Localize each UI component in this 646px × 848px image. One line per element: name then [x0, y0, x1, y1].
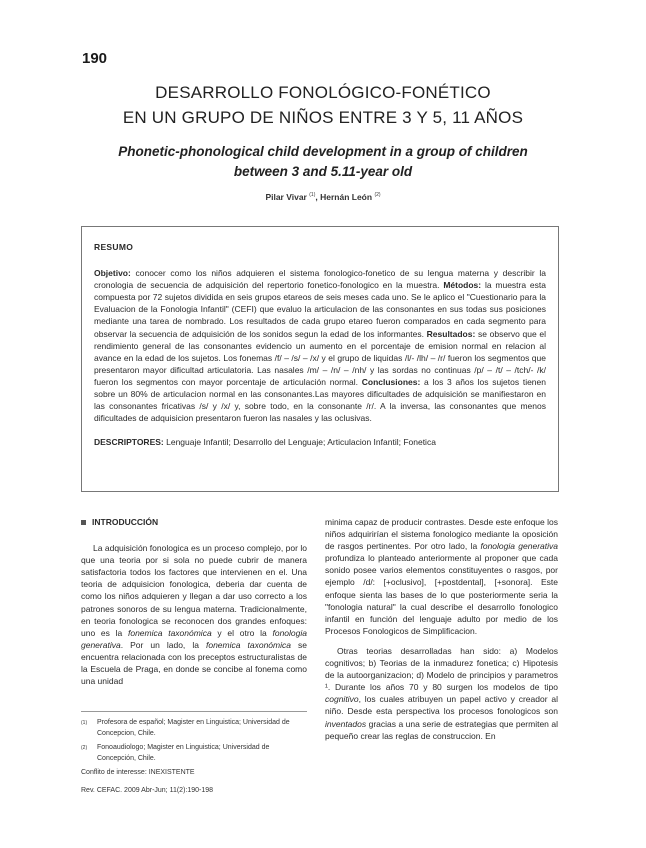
- author-2: Hernán León: [320, 192, 373, 202]
- journal-reference: Rev. CEFAC. 2009 Abr-Jun; 11(2):190-198: [81, 787, 214, 794]
- abstract-box: [81, 226, 559, 492]
- author-separator: ,: [315, 192, 321, 202]
- intro-paragraph-1: [81, 542, 307, 687]
- intro-p1-italic-1: fonemica taxonómica: [127, 627, 212, 638]
- intro-p1-text-b: y el otro la: [211, 627, 273, 638]
- subtitle-line-1: Phonetic-phonological child development in a group of children: [118, 144, 528, 159]
- footnote-mark: (1): [81, 720, 88, 726]
- article-title: [0, 80, 646, 130]
- intro-p1-italic-3: fonemica taxonómica: [205, 639, 291, 650]
- conclusiones-text: a los 3 años los sujetos tienen sobre un 80% de articulacion normal en las consonantes.Las mayores dificultades de adquisición se manifiestaron en las consonantes fricativas /s/ y /x/ y, sobre todo, en la consonante /r/. A la inversa, las consonantes que menos dificultades de adquisicion presentaron fueron las nasales y las oclusivas.: [94, 376, 546, 424]
- author-2-mark: (2): [374, 192, 381, 199]
- intro-p1-text-a: La adquisición fonologica es un proceso complejo, por lo que una teoria por si sola no puede cubrir de manera satisfactoria todos los factores que intervienen en el. Una teoria de adquisicion fonologica, deberia dar cuenta de como los niños adquieren y llegan a dar uso correcto a los patrones sonoros de su lengua materna. Tradicionalmente, en teoria fonologica se reconocen dos grandes enfoques: uno es la: [81, 543, 307, 638]
- footnote-divider: [81, 711, 307, 712]
- footnote: [81, 743, 307, 764]
- intro-p1-text-d: se encuentra relacionada con los preceptos estructuralistas de la Escuela de Praga, en donde se concibe al fonema como una unidad: [81, 639, 307, 687]
- descriptores-text: Lenguaje Infantil; Desarrollo del Lenguaje; Articulacion Infantil; Fonetica: [163, 437, 436, 448]
- page-number: 190: [82, 50, 108, 67]
- metodos-label: Métodos:: [443, 280, 482, 291]
- right-p2-italic-2: inventados: [325, 718, 367, 729]
- footnote-text: Profesora de español; Magister en Linguistica; Universidad de Concepcion, Chile.: [97, 719, 290, 737]
- right-p1-text-b: profundiza lo planteado anteriormente al proponer que cada sonido posee varios elementos constituyentes o rasgos, por ejemplo /d/: [+oclusivo], [+postdental], [+sonora]. Este enfoque sienta las bases de lo que posteriormente seria la "fonologia natural" la cual describe el desarrollo fonologico infantil en función del lenguaje adulto por medio de los Procesos Fonologicos de Simplificacion.: [325, 553, 558, 636]
- right-p2-text-b: , los cuales atribuyen un papel activo y creador al niño. Desde esta perspectiva los procesos fonologicos son: [325, 694, 558, 717]
- abstract-heading: RESUMO: [94, 242, 134, 252]
- right-p1-italic: fonologia generativa: [480, 541, 558, 552]
- intro-p1-italic-2: fonologia generativa: [81, 627, 307, 650]
- footnotes: [81, 718, 307, 779]
- author-1: Pilar Vivar: [265, 192, 307, 202]
- conflict-of-interest: Conflito de interesse: INEXISTENTE: [81, 769, 195, 776]
- footnote: [81, 718, 307, 739]
- introduction-heading: [81, 516, 307, 528]
- title-line-1: DESARROLLO FONOLÓGICO-FONÉTICO: [155, 83, 491, 102]
- footnote-text: Fonoaudiologo; Magister en Linguistica; Universidad de Concepción, Chile.: [97, 744, 270, 762]
- descriptors: [94, 436, 546, 448]
- right-paragraph-2: [325, 645, 558, 742]
- resultados-text: se observo que el rendimiento general de las consonantes evidencio un aumento en el porcentaje de emision normal en relacion al avance en la edad de los sujetos. Los fonemas /f/ – /s/ – /x/ y el grupo de liquidas /l/- /lh/ – /r/ fueron los segmentos que presentaron mayor dificultad articulatoria. Las nasales /m/ – /n/ – /nh/ y las sordas no continuas /p/ – /t/ – /tch/- /k/ fueron los segmentos con mayor porcentaje de articulación normal.: [94, 328, 546, 387]
- right-column: [325, 516, 558, 742]
- right-paragraph-1: [325, 516, 558, 637]
- conclusiones-label: Conclusiones:: [361, 376, 421, 387]
- bullet-square-icon: [81, 520, 86, 525]
- title-line-2: EN UN GRUPO DE NIÑOS ENTRE 3 Y 5, 11 AÑOS: [122, 108, 524, 127]
- objetivo-label: Objetivo:: [94, 268, 131, 279]
- right-p2-text-c: gracias a una serie de estrategias que permiten al pequeño crear las reglas de construccion. En: [325, 718, 558, 741]
- metodos-text: la muestra esta compuesta por 72 sujetos dividida en seis grupos etareos de seis meses cada uno. Se le aplico el "Cuestionario para la Evaluacion de la Fonologia Infantil" (CEFI) que evaluo la articulacion de las consonantes en sus todas sus posiciones mediante una tarea de nombrado. Los resultados de cada grupo etareo fueron comparados en cada segmento para observar la secuencia de adquisición de los sonidos segun la edad de los informantes.: [94, 280, 546, 339]
- right-p2-text-a: Otras teorias desarrolladas han sido: a) Modelos cognitivos; b) Teorias de la inmadurez fonetica; c) Hipotesis de la autoorganizacion; d) Modelo de principios y parametros ¹. Durante los años 70 y 80 surgen los modelos de tipo: [325, 645, 558, 693]
- intro-p1-text-c: . Por un lado, la: [120, 639, 206, 650]
- footnote-mark: (2): [81, 745, 88, 751]
- introduction-heading-label: INTRODUCCIÓN: [92, 517, 159, 527]
- objetivo-text: conocer como los niños adquieren el sistema fonologico-fonetico de su lengua materna y describir la cronologia de secuencia de adquisición del repertorio fonetico-fonologico en la muestra.: [94, 268, 546, 291]
- authors: [0, 192, 646, 202]
- abstract-text: [94, 267, 546, 424]
- subtitle-line-2: between 3 and 5.11-year old: [233, 164, 413, 179]
- right-p2-italic-1: cognitivo: [325, 694, 359, 705]
- resultados-label: Resultados:: [426, 328, 476, 339]
- left-column: [81, 516, 307, 687]
- author-1-mark: (1): [309, 192, 316, 199]
- article-subtitle: [0, 142, 646, 182]
- right-p1-text-a: minima capaz de producir contrastes. Desde este enfoque los niños adquirirían el sistema fonologico mediante la oposición de rasgos pertinentes. Por otro lado, la: [325, 517, 558, 552]
- descriptores-label: DESCRIPTORES:: [94, 437, 164, 448]
